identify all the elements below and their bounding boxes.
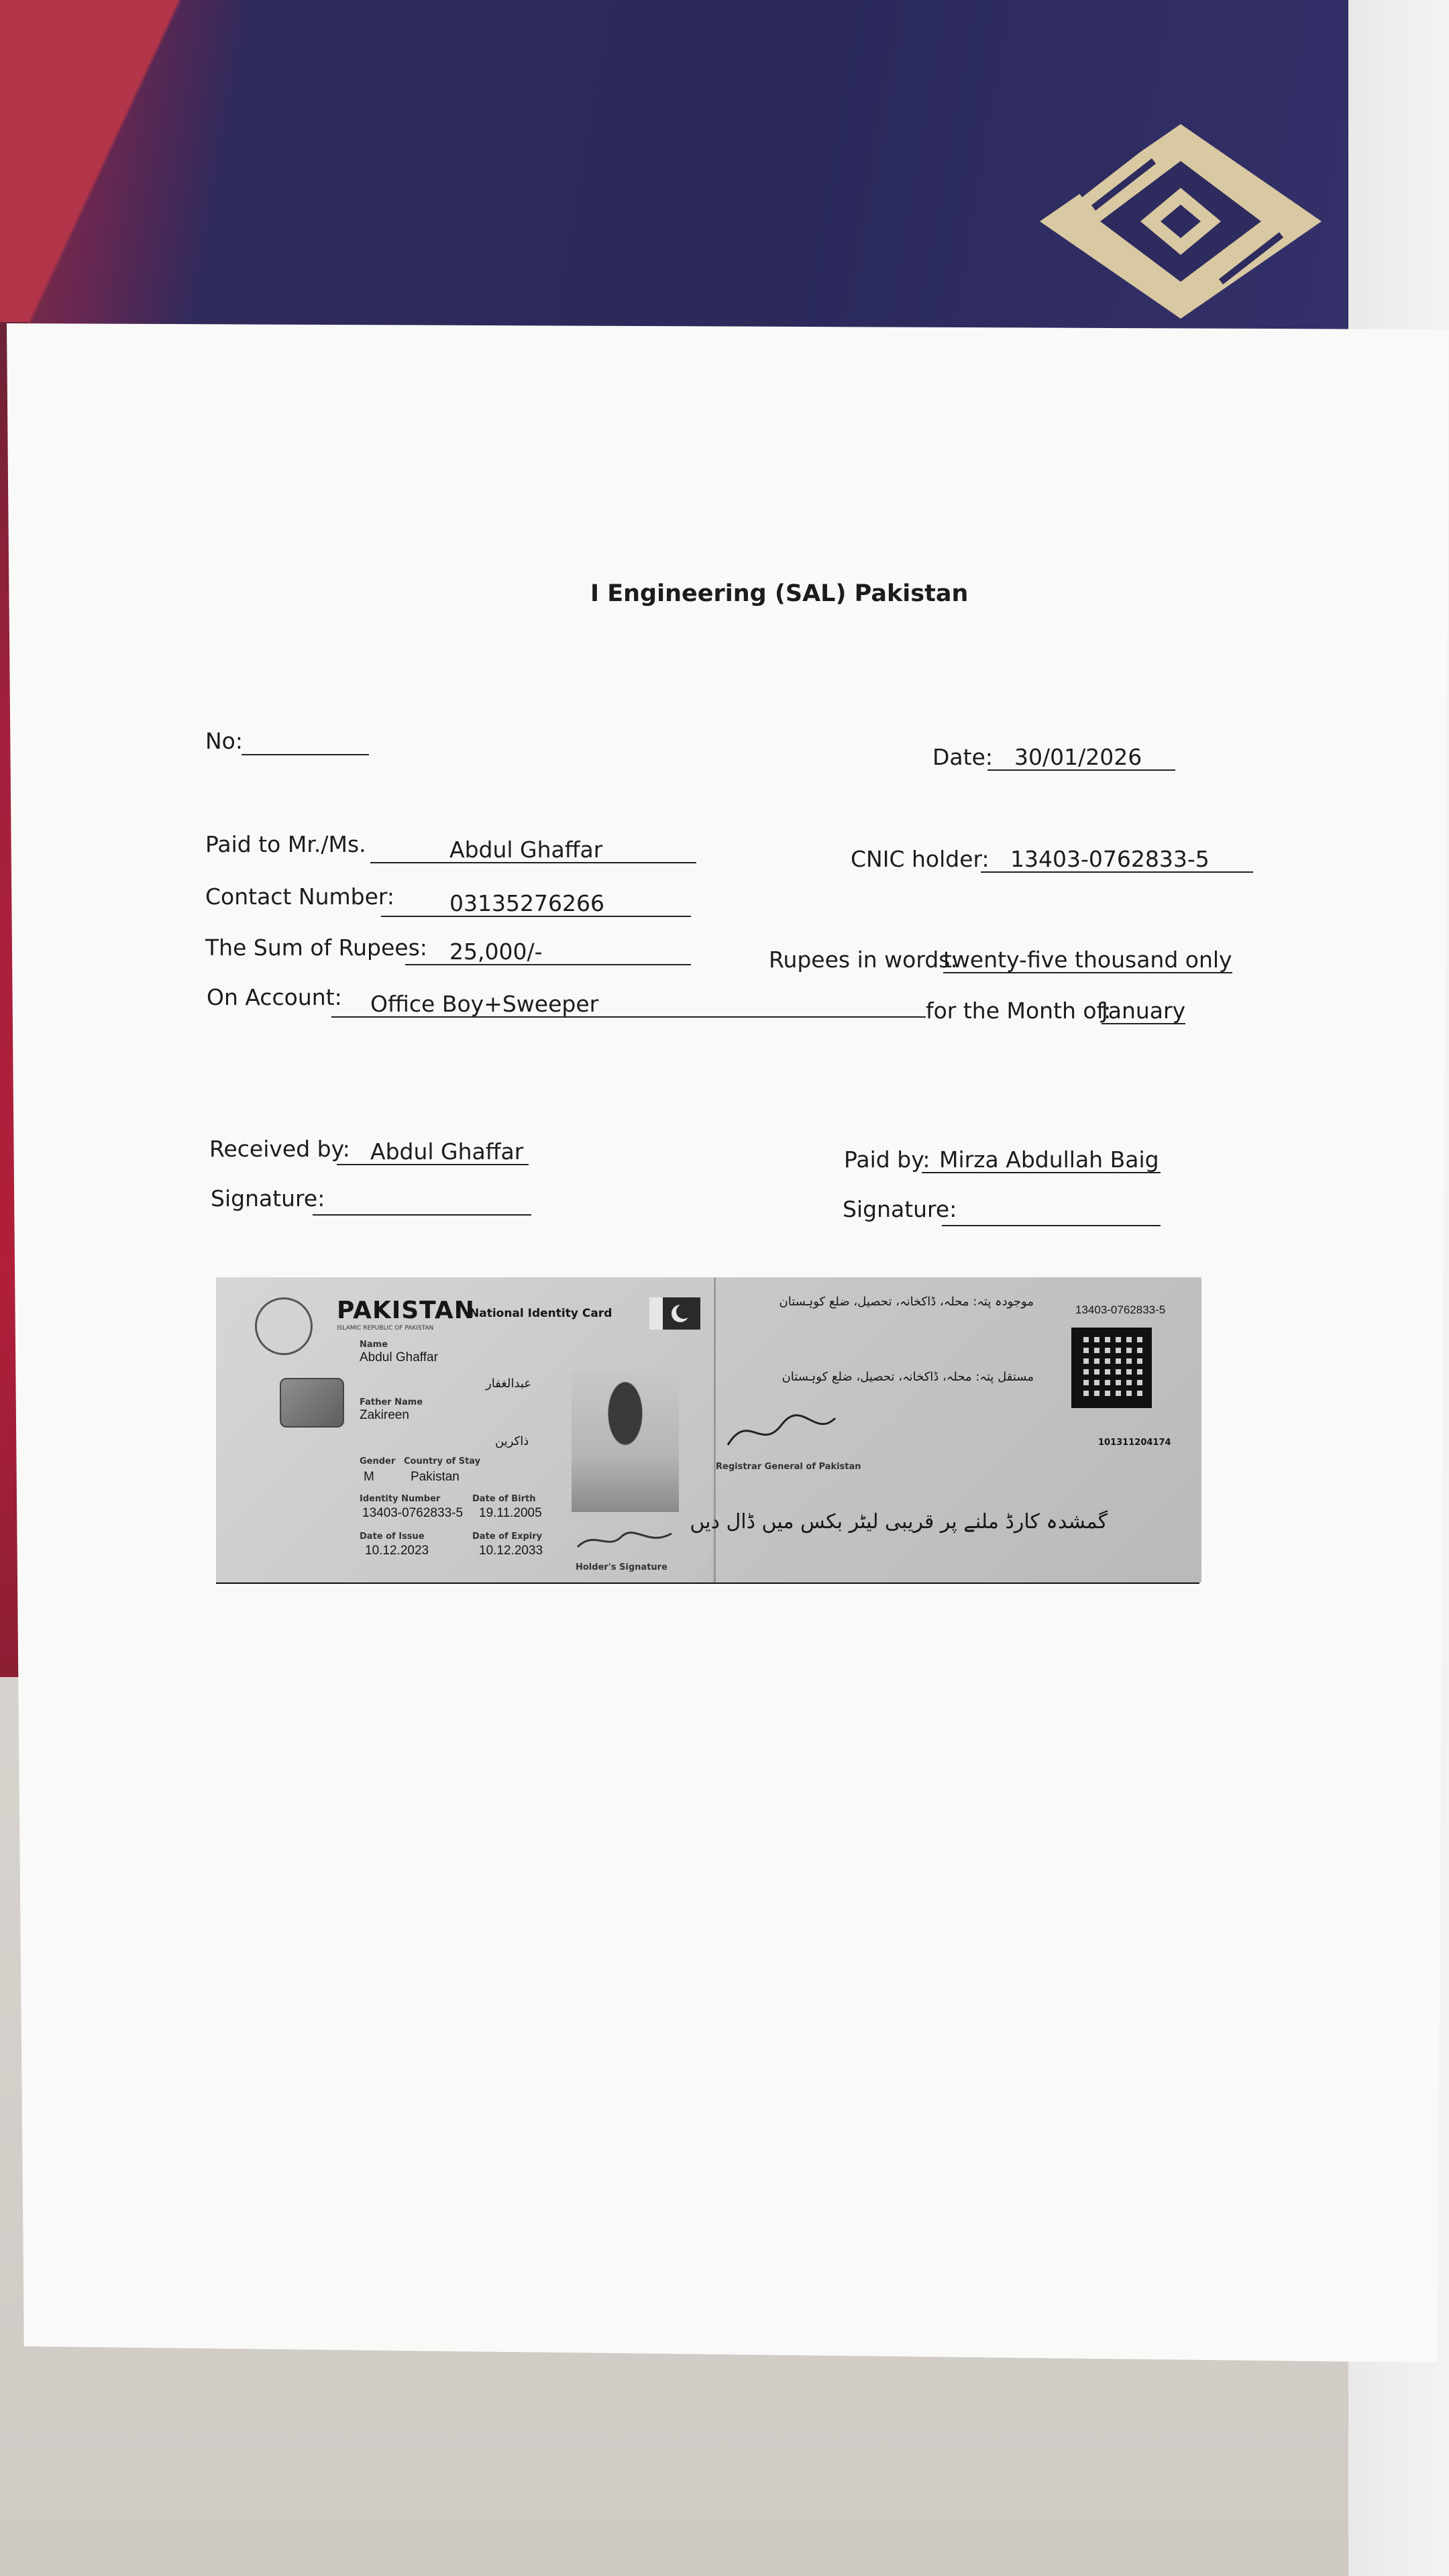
issue-label: Date of Issue (360, 1532, 425, 1542)
back-id-number: 13403-0762833-5 (1075, 1303, 1166, 1316)
lost-card-notice: گمشدہ کارڈ ملنے پر قریبی لیٹر بکس میں ڈال دیں (690, 1510, 1108, 1534)
issue-value: 10.12.2023 (365, 1544, 429, 1558)
permanent-address: مستقل پتہ: محلہ، ڈاکخانہ، تحصیل، ضلع کوہستان (782, 1370, 1034, 1384)
date-value (987, 746, 1175, 771)
present-address: موجودہ پتہ: محلہ، ڈاکخانہ، تحصیل، ضلع کوہستان (779, 1295, 1034, 1309)
company-title: I Engineering (SAL) Pakistan (590, 580, 969, 607)
father-value: Zakireen (360, 1408, 409, 1422)
date-text: 30/01/2026 (1014, 744, 1142, 770)
paid-to-value: Abdul Ghaffar (449, 837, 603, 863)
pakistan-flag-icon (649, 1297, 700, 1330)
cnic-holder-field (981, 848, 1253, 873)
cnic-country: PAKISTAN (337, 1297, 475, 1324)
name-urdu: عبدالغفار (486, 1377, 532, 1391)
dob-value: 19.11.2005 (479, 1506, 542, 1520)
account-label: On Account: (207, 984, 342, 1010)
paid-to-field (370, 839, 696, 863)
country-value: Pakistan (411, 1470, 460, 1484)
sum-field (405, 938, 691, 965)
no-field (241, 730, 369, 755)
id-value: 13403-0762833-5 (362, 1506, 464, 1520)
received-by-field (337, 1140, 529, 1165)
month-label: for the Month of: (926, 998, 1112, 1024)
expiry-label: Date of Expiry (472, 1532, 543, 1542)
date-label: Date: (932, 744, 993, 770)
received-by-value: Abdul Ghaffar (370, 1138, 524, 1165)
contact-value: 03135276266 (449, 890, 604, 916)
sum-value: 25,000/- (449, 938, 543, 965)
words-label: Rupees in words: (769, 947, 958, 973)
month-value: January (1102, 998, 1186, 1024)
pakistan-emblem-icon (255, 1297, 313, 1355)
payer-signature-label: Signature: (843, 1196, 957, 1222)
father-label: Father Name (360, 1397, 423, 1407)
receiver-signature-label: Signature: (211, 1185, 325, 1212)
chip-icon (280, 1378, 344, 1428)
gender-label: Gender (360, 1456, 396, 1466)
id-label: Identity Number (360, 1494, 441, 1504)
cnic-holder-value: 13403-0762833-5 (1010, 846, 1210, 872)
holder-signature-icon (574, 1527, 675, 1554)
cnic-holder-label: CNIC holder: (851, 846, 989, 872)
account-value: Office Boy+Sweeper (370, 991, 599, 1017)
holder-signature-label: Holder's Signature (576, 1562, 667, 1572)
expiry-value: 10.12.2033 (479, 1544, 543, 1558)
father-urdu: ذاکرین (495, 1434, 529, 1448)
paid-to-label: Paid to Mr./Ms. (205, 831, 366, 857)
name-value: Abdul Ghaffar (360, 1350, 438, 1364)
registrar-signature-icon (721, 1405, 842, 1458)
card-serial: 101311204174 (1098, 1438, 1171, 1448)
holder-photo (572, 1371, 679, 1512)
registrar-label: Registrar General of Pakistan (716, 1462, 861, 1472)
no-label: No: (205, 728, 243, 754)
words-value: twenty-five thousand only (943, 947, 1232, 973)
paid-by-field (922, 1148, 1161, 1173)
cnic-front (216, 1277, 711, 1582)
contact-field (381, 892, 691, 917)
sum-label: The Sum of Rupees: (205, 934, 427, 961)
cnic-card-title: National Identity Card (470, 1307, 612, 1320)
contact-label: Contact Number: (205, 883, 394, 910)
payer-signature-line (942, 1201, 1161, 1226)
cnic-republic: ISLAMIC REPUBLIC OF PAKISTAN (337, 1325, 434, 1332)
receiver-signature-line (313, 1190, 531, 1216)
country-label: Country of Stay (404, 1456, 481, 1466)
name-label: Name (360, 1340, 388, 1350)
cnic-photocopy (216, 1277, 1199, 1582)
received-by-label: Received by: (209, 1136, 350, 1162)
qr-code-icon (1071, 1328, 1152, 1408)
cnic-back (690, 1277, 1201, 1582)
account-field (331, 993, 926, 1018)
paid-by-label: Paid by: (844, 1146, 930, 1173)
gender-value: M (364, 1470, 374, 1484)
paid-by-value: Mirza Abdullah Baig (939, 1146, 1159, 1173)
dob-label: Date of Birth (472, 1494, 536, 1504)
